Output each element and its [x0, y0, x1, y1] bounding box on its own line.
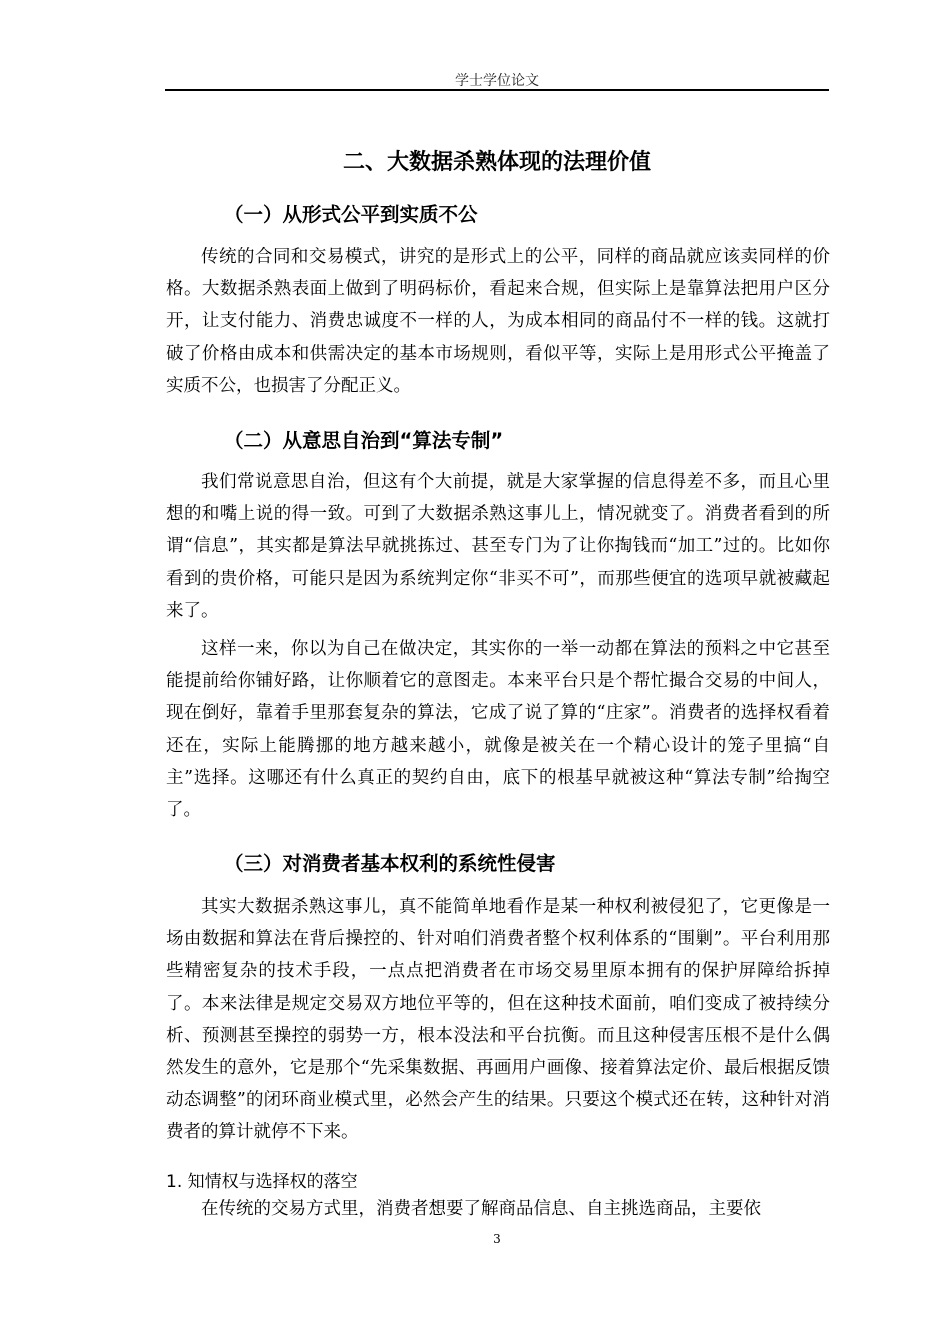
section-2-paragraph-2: 这样一来，你以为自己在做决定，其实你的一举一动都在算法的预料之中它甚至能提前给你铺好路，让你顺着它的意图走。本来平台只是个帮忙撮合交易的中间人，现在倒好，靠着手里那套复杂的算法，它成了说了算的“庄家”。消费者的选择权看着还在，实际上能腾挪的地方越来越小，就像是被关在一个精心设计的笼子里搞“自主”选择。这哪还有什么真正的契约自由，底下的根基早就被这种“算法专制”给掏空了。 — [166, 639, 830, 821]
running-header: 学士学位论文 — [455, 73, 539, 89]
subsection-heading: 1. 知情权与选择权的落空 — [166, 1172, 358, 1192]
section-3-paragraph-1: 其实大数据杀熟这事儿，真不能简单地看作是某一种权利被侵犯了，它更像是一场由数据和算法在背后操控的、针对咱们消费者整个权利体系的“围剿”。平台利用那些精密复杂的技术手段，一点点把消费者在市场交易里原本拥有的保护屏障给拆掉了。本来法律是规定交易双方地位平等的，但在这种技术面前，咱们变成了被持续分析、预测甚至操控的弱势一方，根本没法和平台抗衡。而且这种侵害压根不是什么偶然发生的意外，它是那个“先采集数据、再画用户画像、接着算法定价、最后根据反馈动态调整”的闭环商业模式里，必然会产生的结果。只要这个模式还在转，这种针对消费者的算计就停不下来。 — [166, 897, 830, 1143]
subsection-paragraph: 在传统的交易方式里，消费者想要了解商品信息、自主挑选商品，主要依 — [201, 1199, 761, 1219]
header-rule — [165, 89, 829, 91]
section-1-paragraph-1: 传统的合同和交易模式，讲究的是形式上的公平，同样的商品就应该卖同样的价格。大数据杀熟表面上做到了明码标价，看起来合规，但实际上是靠算法把用户区分开，让支付能力、消费忠诚度不一样的人，为成本相同的商品付不一样的钱。这就打破了价格由成本和供需决定的基本市场规则，看似平等，实际上是用形式公平掩盖了实质不公，也损害了分配正义。 — [166, 247, 830, 396]
section-2-paragraph-1: 我们常说意思自治，但这有个大前提，就是大家掌握的信息得差不多，而且心里想的和嘴上说的得一致。可到了大数据杀熟这事儿上，情况就变了。消费者看到的所谓“信息”，其实都是算法早就挑拣过、甚至专门为了让你掏钱而“加工”过的。比如你看到的贵价格，可能只是因为系统判定你“非买不可”，而那些便宜的选项早就被藏起来了。 — [166, 472, 830, 621]
chapter-title: 二、大数据杀熟体现的法理价值 — [342, 150, 651, 175]
section-heading-1: （一）从形式公平到实质不公 — [224, 203, 478, 226]
page-number: 3 — [493, 1232, 501, 1246]
section-heading-2: （二）从意思自治到“算法专制” — [224, 429, 504, 452]
section-heading-3: （三）对消费者基本权利的系统性侵害 — [224, 852, 556, 875]
